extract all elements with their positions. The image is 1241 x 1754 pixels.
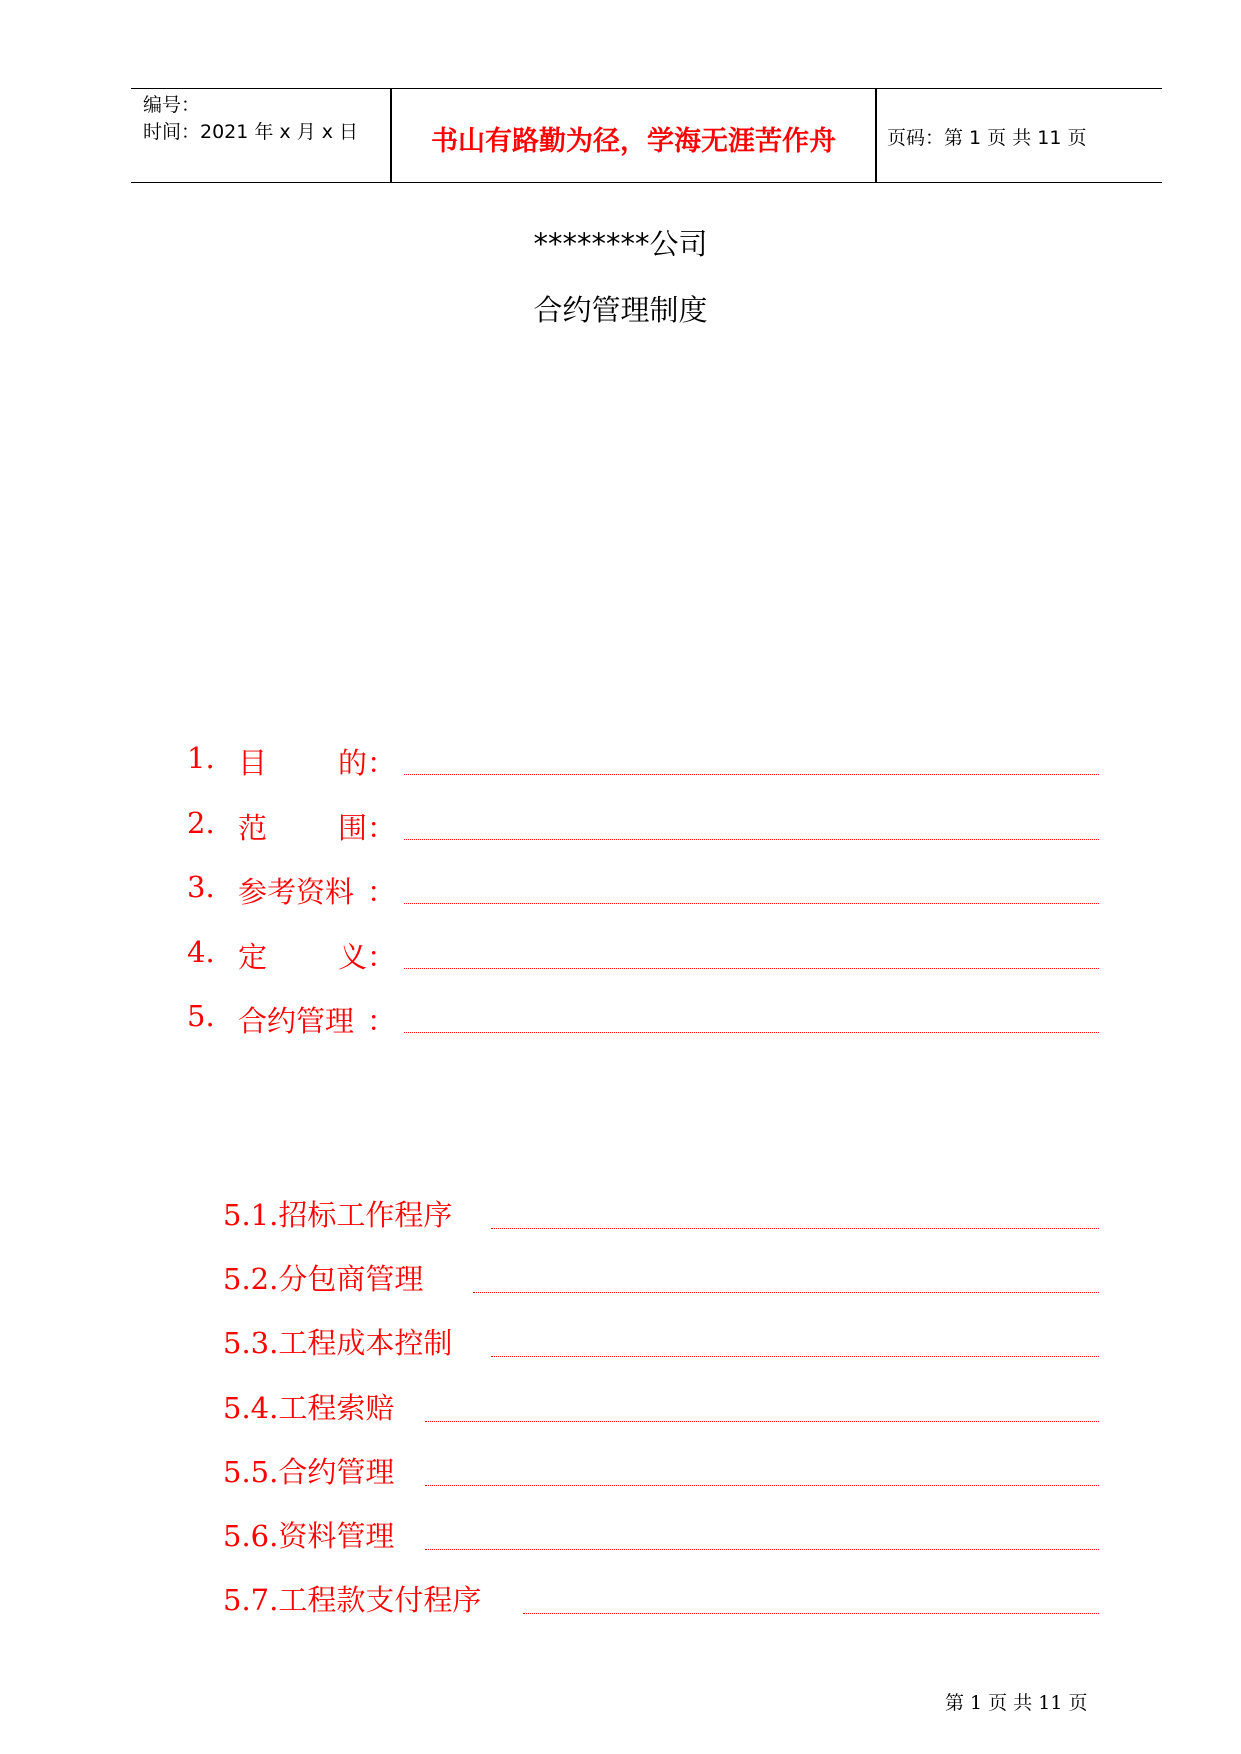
toc-label: 参考资料 [238, 875, 355, 909]
subtoc-item-documents[interactable] [223, 1514, 1099, 1554]
toc-label: 范 [238, 811, 268, 845]
subtoc-item-claims[interactable] [223, 1386, 1099, 1426]
subtoc-item-bidding[interactable] [223, 1193, 1099, 1233]
toc-leader [404, 968, 1099, 969]
toc-label: 定 [238, 940, 268, 974]
toc-label: 围 [338, 811, 368, 845]
toc-item-references[interactable] [187, 870, 1099, 910]
header-table [131, 88, 1162, 183]
subtoc-label: 5.7.工程款支付程序 [223, 1583, 482, 1617]
subtoc-leader [425, 1421, 1099, 1422]
toc-label: 目 [238, 746, 268, 780]
subtoc-label: 5.5.合约管理 [223, 1455, 395, 1489]
subtoc-label: 5.3.工程成本控制 [223, 1326, 453, 1360]
subtoc-item-payment[interactable] [223, 1578, 1099, 1618]
toc-label: 的 [338, 746, 368, 780]
number-label: 编号： [143, 94, 201, 116]
toc-number: 5. [187, 999, 215, 1033]
subtoc-leader [491, 1356, 1099, 1357]
subtoc-label: 5.4.工程索赔 [223, 1391, 395, 1425]
subtoc-item-contracts[interactable] [223, 1450, 1099, 1490]
toc-colon: ： [367, 746, 397, 780]
subtoc-leader [523, 1613, 1099, 1614]
subtoc-item-subcontractor[interactable] [223, 1257, 1099, 1297]
toc-colon: ： [367, 1004, 397, 1038]
toc-leader [404, 774, 1099, 775]
toc-leader [404, 839, 1099, 840]
company-title: ********公司 [533, 227, 708, 261]
toc-label: 义 [338, 940, 368, 974]
subtoc-leader [491, 1228, 1099, 1229]
page-footer: 第 1 页 共 11 页 [945, 1692, 1088, 1714]
document-title: 合约管理制度 [533, 293, 708, 327]
header-divider [875, 89, 877, 182]
subtoc-label: 5.2.分包商管理 [223, 1262, 424, 1296]
toc-leader [404, 1032, 1099, 1033]
time-label: 时间：2021 年 x 月 x 日 [143, 121, 359, 143]
subtoc-leader [425, 1485, 1099, 1486]
toc-item-definitions[interactable] [187, 935, 1099, 975]
toc-number: 4. [187, 935, 215, 969]
subtoc-item-cost-control[interactable] [223, 1321, 1099, 1361]
toc-item-scope[interactable] [187, 806, 1099, 846]
subtoc-leader [473, 1292, 1099, 1293]
toc-colon: ： [367, 875, 397, 909]
header-page-code: 页码：第 1 页 共 11 页 [887, 127, 1087, 149]
toc-item-purpose[interactable] [187, 741, 1099, 781]
toc-label: 合约管理 [238, 1004, 355, 1038]
subtoc-label: 5.6.资料管理 [223, 1519, 395, 1553]
toc-number: 3. [187, 870, 215, 904]
header-meta [143, 92, 358, 146]
toc-item-contract-management[interactable] [187, 999, 1099, 1039]
header-motto: 书山有路勤为径，学海无涯苦作舟 [431, 126, 836, 157]
subtoc-label: 5.1.招标工作程序 [223, 1198, 453, 1232]
toc-colon: ： [367, 811, 397, 845]
subtoc-leader [425, 1549, 1099, 1550]
toc-number: 2. [187, 806, 215, 840]
toc-number: 1. [187, 741, 215, 775]
toc-leader [404, 903, 1099, 904]
toc-colon: ： [367, 940, 397, 974]
